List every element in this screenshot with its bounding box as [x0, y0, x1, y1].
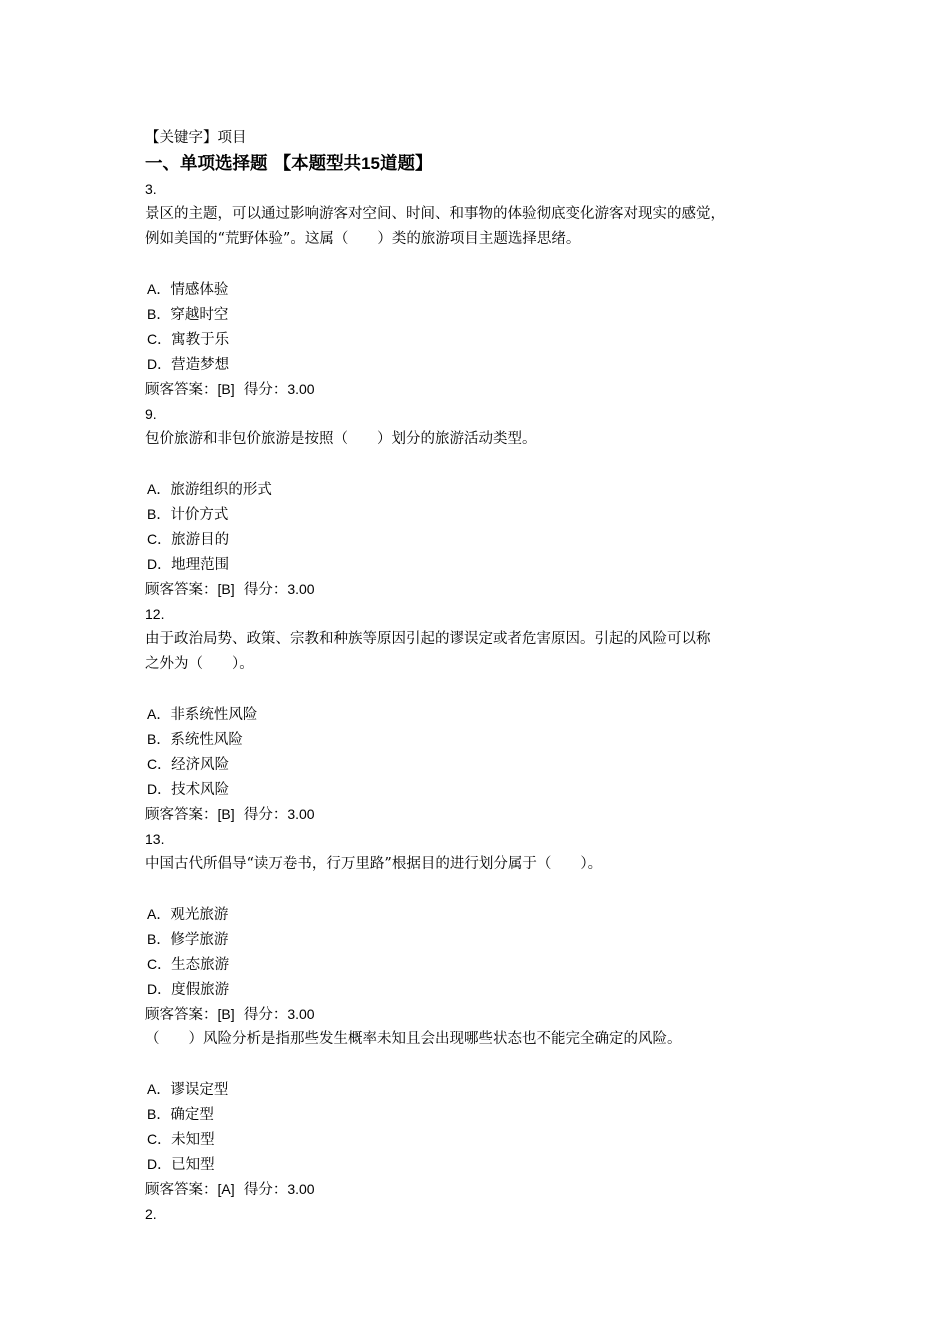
answer-value: [B] — [217, 1006, 235, 1022]
answer-label: 顾客答案： — [145, 1007, 218, 1023]
question-block — [145, 177, 815, 402]
score-label: 得分： — [243, 1182, 288, 1198]
option-c — [145, 1127, 815, 1152]
option-text: 已知型 — [171, 1157, 215, 1173]
option-c — [145, 752, 815, 777]
answer-label: 顾客答案： — [145, 382, 218, 398]
answer-line — [145, 577, 815, 602]
score-value: 3.00 — [287, 806, 315, 822]
question-block — [145, 1027, 815, 1202]
option-b — [145, 727, 815, 752]
option-text: 寓教于乐 — [171, 332, 230, 348]
spacer — [145, 677, 815, 702]
option-text: 旅游目的 — [171, 532, 230, 548]
keyword-line: 【关键字】项目 — [145, 130, 247, 146]
answer-value: [B] — [217, 381, 235, 397]
answer-line — [145, 1177, 815, 1202]
question-stem-line: 中国古代所倡导“读万卷书，行万里路”根据目的进行划分属于（ ）。 — [145, 856, 603, 872]
option-text: 地理范围 — [171, 557, 230, 573]
option-letter: B． — [147, 306, 171, 322]
question-stem-line: 景区的主题，可以通过影响游客对空间、时间、和事物的体验彻底变化游客对现实的感觉， — [145, 206, 725, 222]
option-d — [145, 552, 815, 577]
question-number: 9. — [145, 406, 157, 422]
question-stem — [145, 852, 815, 877]
option-letter: A． — [147, 1081, 171, 1097]
option-text: 营造梦想 — [171, 357, 230, 373]
question-stem — [145, 1027, 815, 1052]
option-d — [145, 1152, 815, 1177]
option-a — [145, 702, 815, 727]
option-text: 谬误定型 — [170, 1082, 229, 1098]
trailing-question-number: 2. — [145, 1206, 157, 1222]
answer-value: [B] — [217, 581, 235, 597]
option-text: 修学旅游 — [170, 932, 229, 948]
question-number: 12. — [145, 606, 165, 622]
option-text: 计价方式 — [170, 507, 229, 523]
answer-value: [A] — [217, 1181, 235, 1197]
option-letter: C． — [147, 531, 172, 547]
option-a — [145, 477, 815, 502]
option-letter: B． — [147, 731, 171, 747]
option-text: 系统性风险 — [170, 732, 243, 748]
answer-line — [145, 1002, 815, 1027]
option-d — [145, 352, 815, 377]
option-letter: B． — [147, 1106, 171, 1122]
section-title-prefix: 一、单项选择题 【本题型共 — [145, 154, 362, 174]
question-stem-line: 由于政治局势、政策、宗教和种族等原因引起的谬误定或者危害原因。引起的风险可以称 — [145, 631, 711, 647]
option-a — [145, 277, 815, 302]
score-label: 得分： — [243, 382, 288, 398]
question-stem-line: 包价旅游和非包价旅游是按照（ ）划分的旅游活动类型。 — [145, 431, 537, 447]
option-letter: B． — [147, 931, 171, 947]
option-a — [145, 1077, 815, 1102]
option-text: 非系统性风险 — [170, 707, 258, 723]
option-text: 未知型 — [171, 1132, 215, 1148]
option-b — [145, 302, 815, 327]
option-text: 技术风险 — [171, 782, 230, 798]
option-letter: C． — [147, 956, 172, 972]
question-stem-line: （ ）风险分析是指那些发生概率未知且会出现哪些状态也不能完全确定的风险。 — [145, 1031, 682, 1047]
option-b — [145, 927, 815, 952]
answer-label: 顾客答案： — [145, 807, 218, 823]
section-title — [145, 151, 815, 177]
score-value: 3.00 — [287, 381, 315, 397]
option-b — [145, 1102, 815, 1127]
document-page — [145, 126, 815, 1227]
section-title-suffix: 道题】 — [380, 154, 433, 174]
option-b — [145, 502, 815, 527]
answer-label: 顾客答案： — [145, 1182, 218, 1198]
option-letter: C． — [147, 331, 172, 347]
question-number: 3. — [145, 181, 157, 197]
option-text: 观光旅游 — [170, 907, 229, 923]
question-stem-line: 之外为（ ）。 — [145, 656, 254, 672]
score-label: 得分： — [243, 582, 288, 598]
spacer — [145, 877, 815, 902]
spacer — [145, 252, 815, 277]
option-d — [145, 777, 815, 802]
option-text: 生态旅游 — [171, 957, 230, 973]
option-c — [145, 527, 815, 552]
answer-label: 顾客答案： — [145, 582, 218, 598]
option-letter: A． — [147, 906, 171, 922]
option-letter: D． — [147, 781, 172, 797]
score-value: 3.00 — [287, 581, 315, 597]
answer-line — [145, 802, 815, 827]
option-letter: A． — [147, 281, 171, 297]
score-label: 得分： — [243, 807, 288, 823]
option-letter: D． — [147, 556, 172, 572]
option-text: 度假旅游 — [171, 982, 230, 998]
question-stem — [145, 202, 815, 252]
option-letter: C． — [147, 756, 172, 772]
option-letter: B． — [147, 506, 171, 522]
question-stem — [145, 627, 815, 677]
score-label: 得分： — [243, 1007, 288, 1023]
option-letter: D． — [147, 981, 172, 997]
spacer — [145, 452, 815, 477]
score-value: 3.00 — [287, 1006, 315, 1022]
question-number: 13. — [145, 831, 165, 847]
option-letter: A． — [147, 706, 171, 722]
option-a — [145, 902, 815, 927]
option-text: 旅游组织的形式 — [170, 482, 272, 498]
question-stem-line: 例如美国的“荒野体验”。这属（ ）类的旅游项目主题选择思绪。 — [145, 231, 581, 247]
answer-value: [B] — [217, 806, 235, 822]
question-stem — [145, 427, 815, 452]
option-letter: D． — [147, 1156, 172, 1172]
answer-line — [145, 377, 815, 402]
option-text: 经济风险 — [171, 757, 230, 773]
option-letter: C． — [147, 1131, 172, 1147]
score-value: 3.00 — [287, 1181, 315, 1197]
option-text: 穿越时空 — [170, 307, 229, 323]
option-letter: D． — [147, 356, 172, 372]
option-text: 确定型 — [170, 1107, 214, 1123]
option-text: 情感体验 — [170, 282, 229, 298]
section-title-count: 15 — [361, 154, 381, 173]
option-letter: A． — [147, 481, 171, 497]
spacer — [145, 1052, 815, 1077]
question-block — [145, 402, 815, 602]
option-c — [145, 327, 815, 352]
question-block — [145, 827, 815, 1027]
option-d — [145, 977, 815, 1002]
question-block — [145, 602, 815, 827]
option-c — [145, 952, 815, 977]
